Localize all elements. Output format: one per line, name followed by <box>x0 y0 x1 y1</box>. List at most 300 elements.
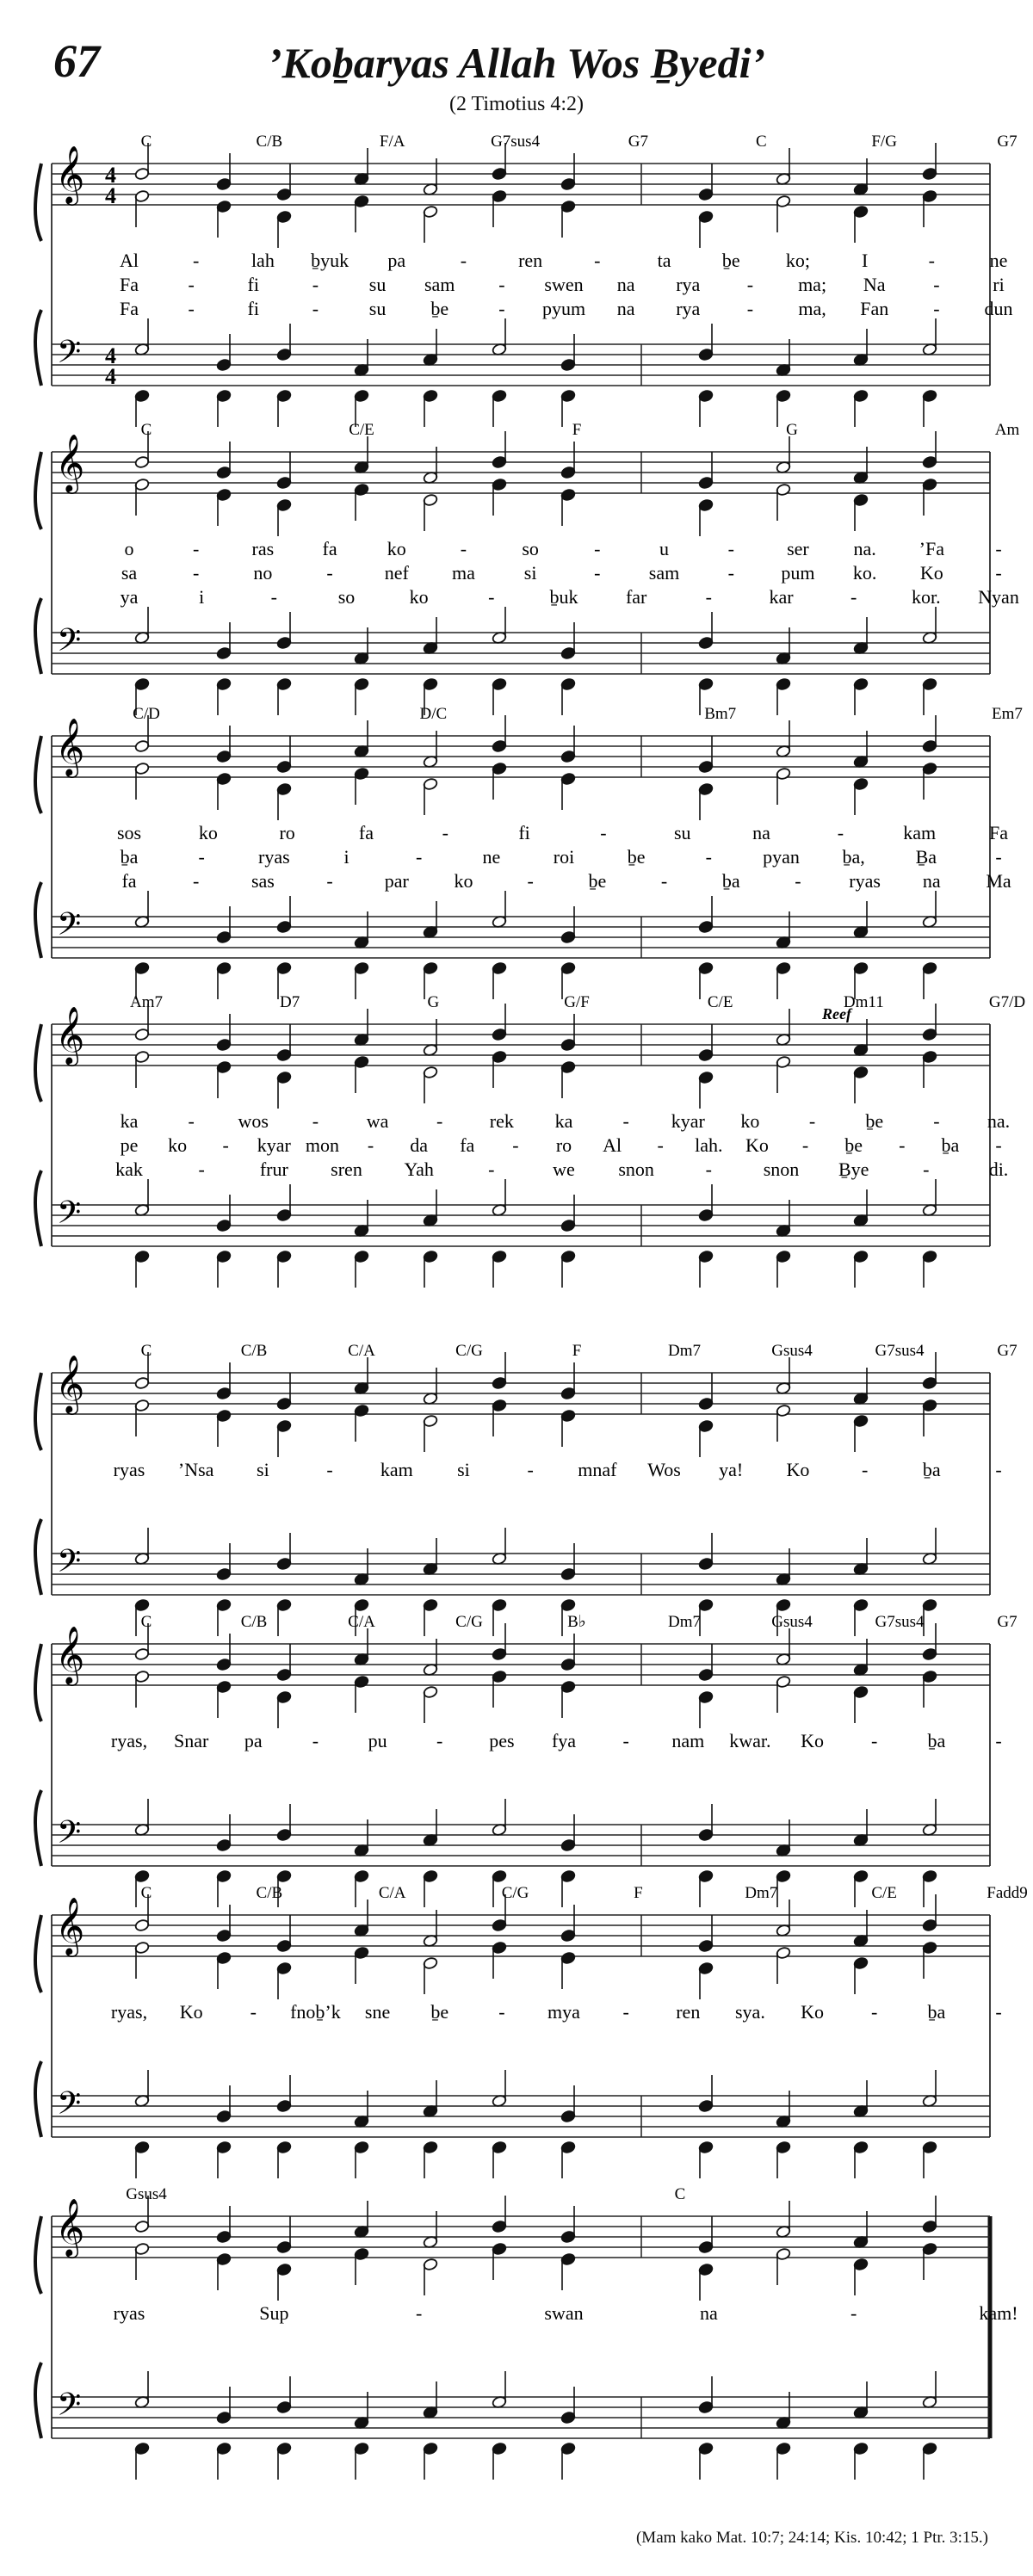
chord-symbol: G7 <box>628 133 649 151</box>
treble-lower-note <box>134 1399 150 1436</box>
treble-clef-icon: 𝄞 <box>55 435 85 491</box>
lyric-syllable: fa <box>322 538 337 559</box>
bass-lower-note <box>776 961 791 999</box>
chord-symbol: Gsus4 <box>126 2185 167 2203</box>
system-7 <box>35 1884 1028 2137</box>
bass-note <box>423 1189 438 1227</box>
bass-clef-icon: 𝄢 <box>57 1544 82 1586</box>
treble-note <box>492 431 507 469</box>
bass-lower-note <box>354 2140 369 2178</box>
treble-lower-note <box>134 1941 150 1979</box>
lyric-syllable: ḇa <box>721 870 740 892</box>
lyric-syllable: ’Fa <box>919 538 944 559</box>
bass-lower-note <box>423 389 438 427</box>
bass-note <box>560 334 576 372</box>
bass-staff <box>52 633 990 674</box>
treble-note <box>276 1644 292 1682</box>
bass-lower-note <box>560 1250 576 1288</box>
treble-note <box>492 715 507 753</box>
bass-staff <box>52 1554 990 1595</box>
bass-note <box>922 607 937 645</box>
lyric-syllable: ro <box>279 822 295 843</box>
lyric-syllable: - <box>488 1158 495 1180</box>
bass-lower-note <box>492 2442 507 2480</box>
treble-lower-note <box>216 1680 232 1718</box>
bass-note <box>922 2070 937 2108</box>
treble-lower-note <box>216 1060 232 1098</box>
lyric-syllable: Ma <box>986 870 1011 892</box>
chord-symbol: G7sus4 <box>875 1613 925 1631</box>
treble-lower-note <box>560 1951 576 1989</box>
treble-lower-note <box>423 1414 438 1452</box>
treble-note <box>354 2201 369 2239</box>
lyric-syllable: na <box>922 870 941 892</box>
bass-note <box>698 896 714 934</box>
lyric-syllable: - <box>270 586 277 608</box>
lyric-syllable: ḇa <box>941 1134 960 1156</box>
treble-lower-note <box>354 1675 369 1713</box>
treble-lower-note <box>276 1071 292 1109</box>
treble-note <box>492 1004 507 1041</box>
treble-note <box>776 1009 791 1047</box>
chord-symbol: C/A <box>378 1884 406 1902</box>
bass-note <box>492 2070 507 2108</box>
chord-symbol: G <box>427 993 440 1011</box>
treble-lower-note <box>134 189 150 227</box>
treble-note <box>560 442 576 479</box>
treble-lower-note <box>492 1050 507 1088</box>
treble-lower-note <box>216 772 232 810</box>
bass-note <box>853 1538 869 1576</box>
lyric-syllable: pes <box>489 1730 515 1751</box>
bass-note <box>698 1533 714 1571</box>
lyric-syllable: - <box>808 1110 816 1132</box>
bass-clef-icon: 𝄢 <box>57 2086 82 2128</box>
lyric-syllable: Nyan <box>978 586 1019 608</box>
treble-lower-note <box>354 483 369 521</box>
lyric-syllable: fi <box>518 822 530 843</box>
lyric-syllable: - <box>622 2001 629 2023</box>
lyric-syllable: ko. <box>852 562 877 584</box>
bass-staff <box>52 2096 990 2137</box>
treble-note <box>698 1915 714 1953</box>
bass-note <box>922 1528 937 1566</box>
system-5 <box>35 1342 1018 1595</box>
lyric-syllable: kam! <box>979 2302 1018 2324</box>
bass-note <box>423 617 438 655</box>
bass-note <box>423 2381 438 2419</box>
bass-lower-note <box>560 1869 576 1907</box>
treble-lower-note <box>853 1685 869 1723</box>
bass-note <box>134 891 150 929</box>
time-signature-top: 4 <box>105 163 116 188</box>
bass-lower-note <box>853 1598 869 1636</box>
chord-symbol: G7 <box>997 133 1018 151</box>
chord-symbol: C <box>140 1884 152 1902</box>
treble-lower-note <box>354 767 369 805</box>
treble-note <box>354 436 369 474</box>
bass-note <box>134 1799 150 1837</box>
lyric-syllable: rek <box>489 1110 514 1132</box>
bass-lower-note <box>560 2140 576 2178</box>
bass-lower-note <box>776 2442 791 2480</box>
lyric-syllable: su <box>673 822 691 843</box>
lyric-syllable: - <box>933 274 940 295</box>
lyric-syllable: swen <box>544 274 584 295</box>
bass-lower-note <box>492 677 507 715</box>
chord-symbol: C <box>140 421 152 439</box>
chord-symbol: D7 <box>280 993 300 1011</box>
chord-symbol: G7 <box>997 1613 1018 1631</box>
lyric-syllable: Na <box>863 274 886 295</box>
treble-staff <box>52 1373 990 1414</box>
bass-lower-note <box>560 2442 576 2480</box>
bass-lower-note <box>922 2442 937 2480</box>
treble-note <box>922 143 937 181</box>
lyric-syllable: - <box>933 298 940 319</box>
lyric-syllable: so <box>337 586 356 608</box>
bass-lower-note <box>922 389 937 427</box>
lyric-syllable: - <box>498 298 505 319</box>
treble-lower-note <box>216 488 232 526</box>
lyric-syllable: - <box>312 298 319 319</box>
lyric-syllable: - <box>705 846 712 868</box>
lyric-syllable: - <box>622 1730 629 1751</box>
bass-note <box>276 612 292 650</box>
lyric-syllable: sne <box>364 2001 391 2023</box>
treble-lower-note <box>698 498 714 536</box>
bass-note <box>423 901 438 939</box>
lyric-syllable: Ḇye <box>838 1158 869 1180</box>
bass-lower-note <box>423 2442 438 2480</box>
chord-symbol: F <box>572 421 582 439</box>
lyric-syllable: ko <box>387 538 406 559</box>
lyric-syllable: ryas, <box>110 1730 148 1751</box>
hymn-number: 67 <box>53 35 100 87</box>
treble-lower-note <box>216 1951 232 1989</box>
lyric-syllable: - <box>837 822 844 843</box>
lyric-syllable: Al <box>603 1134 622 1156</box>
lyric-syllable: Wos <box>647 1459 681 1480</box>
chord-symbol: Gsus4 <box>771 1613 813 1631</box>
bass-lower-note <box>776 1250 791 1288</box>
lyric-syllable: - <box>326 562 333 584</box>
treble-staff <box>52 1644 990 1685</box>
lyric-syllable: kam <box>380 1459 413 1480</box>
bass-note <box>560 2387 576 2425</box>
treble-lower-note <box>354 1055 369 1093</box>
treble-note <box>776 2201 791 2239</box>
bass-lower-note <box>216 1250 232 1288</box>
bass-staff <box>52 1825 990 1866</box>
lyric-syllable: - <box>312 1730 319 1751</box>
lyric-syllable: ḇe <box>430 2001 449 2023</box>
chord-symbol: C/A <box>348 1342 375 1360</box>
bass-note <box>853 329 869 367</box>
lyric-syllable: kor. <box>912 586 941 608</box>
lyric-syllable: da <box>410 1134 429 1156</box>
system-brace <box>35 452 41 674</box>
lyric-syllable: sam <box>648 562 680 584</box>
system-brace <box>35 1644 41 1866</box>
lyric-syllable: lah. <box>695 1134 723 1156</box>
lyric-syllable: sa <box>121 562 138 584</box>
system-8 <box>35 2185 1018 2438</box>
lyric-syllable: - <box>801 1134 809 1156</box>
treble-lower-note <box>922 1050 937 1088</box>
lyric-syllable: - <box>995 1134 1002 1156</box>
bass-note <box>698 324 714 361</box>
bass-note <box>853 617 869 655</box>
lyric-syllable: - <box>193 870 200 892</box>
lyric-syllable: mon <box>305 1134 340 1156</box>
lyric-syllable: i <box>343 846 349 868</box>
lyric-syllable: we <box>553 1158 575 1180</box>
lyric-syllable: kam <box>903 822 937 843</box>
bass-note <box>134 318 150 356</box>
bass-note <box>134 1179 150 1217</box>
treble-note <box>776 720 791 758</box>
treble-lower-note <box>423 205 438 243</box>
lyric-syllable: sam <box>424 274 455 295</box>
lyric-syllable: - <box>367 1134 374 1156</box>
bass-lower-note <box>853 2442 869 2480</box>
treble-staff <box>52 1024 990 1066</box>
lyric-syllable: far <box>625 586 647 608</box>
chord-symbol: Em7 <box>992 705 1023 723</box>
bass-lower-note <box>216 961 232 999</box>
lyric-syllable: ne <box>989 250 1008 271</box>
lyric-syllable: - <box>923 1158 930 1180</box>
bass-lower-note <box>698 1250 714 1288</box>
chord-symbol: Dm7 <box>668 1342 701 1360</box>
bass-note <box>134 2070 150 2108</box>
lyric-syllable: ras <box>251 538 275 559</box>
bass-lower-note <box>216 677 232 715</box>
lyric-syllable: - <box>995 1730 1002 1751</box>
lyric-syllable: fa <box>358 822 374 843</box>
lyric-syllable: - <box>928 250 935 271</box>
lyric-syllable: - <box>851 2302 857 2324</box>
lyric-syllable: pu <box>368 1730 387 1751</box>
treble-note <box>276 164 292 201</box>
treble-staff <box>52 2216 990 2258</box>
lyric-syllable: - <box>795 870 801 892</box>
lyric-syllable: Ko <box>179 2001 203 2023</box>
treble-lower-note <box>354 195 369 232</box>
bass-lower-note <box>276 2442 292 2480</box>
lyric-syllable: pa <box>244 1730 263 1751</box>
lyric-syllable: - <box>871 1730 878 1751</box>
bass-note <box>922 891 937 929</box>
lyric-syllable: - <box>416 846 423 868</box>
chord-symbol: F <box>572 1342 582 1360</box>
time-signature-bottom: 4 <box>105 183 116 208</box>
treble-lower-note <box>776 483 791 521</box>
treble-lower-note <box>134 2242 150 2280</box>
lyric-syllable: ro <box>555 1134 572 1156</box>
treble-lower-note <box>560 2252 576 2290</box>
bass-lower-note <box>134 2140 150 2178</box>
treble-note <box>216 153 232 191</box>
treble-note <box>698 736 714 774</box>
hymn-title: ’Koḇaryas Allah Wos Ḇyedi’ <box>267 39 766 87</box>
lyric-syllable: frur <box>259 1158 288 1180</box>
treble-lower-note <box>134 1670 150 1708</box>
bass-lower-note <box>492 2140 507 2178</box>
bass-clef-icon: 𝄢 <box>57 623 82 665</box>
lyric-syllable: fi <box>247 274 260 295</box>
treble-lower-note <box>276 1961 292 1999</box>
lyric-syllable: no <box>253 562 273 584</box>
treble-note <box>560 1634 576 1671</box>
bass-lower-note <box>276 2140 292 2178</box>
bass-lower-note <box>276 1598 292 1636</box>
treble-note <box>922 715 937 753</box>
chord-symbol: C <box>140 1342 152 1360</box>
lyric-syllable: ḇa <box>922 1459 941 1480</box>
lyric-syllable: - <box>193 538 200 559</box>
lyric-syllable: ren <box>676 2001 701 2023</box>
treble-note <box>276 2216 292 2254</box>
bass-lower-note <box>922 2140 937 2178</box>
chord-symbol: F <box>634 1884 643 1902</box>
treble-lower-note <box>698 1690 714 1728</box>
lyric-syllable: - <box>995 538 1002 559</box>
bass-note <box>922 1799 937 1837</box>
lyric-syllable: na. <box>853 538 876 559</box>
lyric-syllable: - <box>436 1730 443 1751</box>
bass-clef-icon: 𝄢 <box>57 335 82 377</box>
lyric-syllable: kyar <box>671 1110 705 1132</box>
lyric-syllable: - <box>442 822 448 843</box>
lyric-syllable: Ḇa <box>915 846 937 868</box>
lyric-syllable: ta <box>657 250 671 271</box>
bass-note <box>276 1804 292 1842</box>
treble-note <box>216 2206 232 2244</box>
chord-symbol: C/E <box>871 1884 897 1902</box>
treble-note <box>216 726 232 763</box>
lyric-syllable: - <box>326 870 333 892</box>
treble-note <box>276 1373 292 1411</box>
treble-note <box>698 1373 714 1411</box>
treble-note <box>276 1915 292 1953</box>
treble-clef-icon: 𝄞 <box>55 719 85 775</box>
lyric-syllable: ri <box>993 274 1005 295</box>
chord-symbol: Am7 <box>130 993 163 1011</box>
lyric-syllable: - <box>198 1158 205 1180</box>
treble-note <box>560 1905 576 1943</box>
bass-lower-note <box>216 2442 232 2480</box>
lyric-syllable: sos <box>116 822 142 843</box>
treble-lower-note <box>776 195 791 232</box>
bass-lower-note <box>423 1250 438 1288</box>
bass-staff <box>52 2397 990 2438</box>
lyric-syllable: - <box>727 538 734 559</box>
system-brace <box>35 736 41 958</box>
treble-lower-note <box>492 762 507 800</box>
lyric-syllable: - <box>222 1134 229 1156</box>
lyric-syllable: - <box>594 250 601 271</box>
treble-clef-icon: 𝄞 <box>55 2199 85 2255</box>
bass-lower-note <box>853 677 869 715</box>
treble-note <box>698 164 714 201</box>
treble-note <box>276 736 292 774</box>
bass-lower-note <box>354 2442 369 2480</box>
system-6 <box>35 1613 1018 1866</box>
bass-lower-note <box>354 677 369 715</box>
treble-note <box>354 720 369 758</box>
treble-lower-note <box>698 2263 714 2301</box>
lyric-syllable: - <box>250 2001 257 2023</box>
treble-lower-note <box>560 200 576 238</box>
treble-lower-note <box>853 777 869 815</box>
bass-lower-note <box>698 2442 714 2480</box>
lyric-syllable: - <box>871 2001 878 2023</box>
bass-lower-note <box>922 677 937 715</box>
treble-note <box>776 436 791 474</box>
treble-lower-note <box>776 1404 791 1442</box>
lyric-syllable: fa <box>460 1134 475 1156</box>
lyric-syllable: ryas, <box>110 2001 148 2023</box>
lyric-syllable: - <box>705 586 712 608</box>
bass-lower-note <box>354 961 369 999</box>
lyric-syllable: Snar <box>173 1730 209 1751</box>
treble-staff <box>52 164 990 205</box>
chord-symbol: C <box>140 1613 152 1631</box>
lyric-syllable: snon <box>763 1158 800 1180</box>
lyric-syllable: ne <box>482 846 501 868</box>
bass-lower-note <box>423 1598 438 1636</box>
chord-symbol: C <box>755 133 767 151</box>
lyric-syllable: Sup <box>259 2302 289 2324</box>
bass-lower-note <box>853 389 869 427</box>
treble-note <box>560 2206 576 2244</box>
lyric-syllable: fya <box>551 1730 577 1751</box>
lyric-syllable: na <box>752 822 770 843</box>
treble-lower-note <box>922 762 937 800</box>
lyric-syllable: ko <box>168 1134 188 1156</box>
bass-lower-note <box>354 1250 369 1288</box>
lyric-syllable: ser <box>787 538 809 559</box>
bass-note <box>922 2371 937 2409</box>
treble-lower-note <box>276 1419 292 1457</box>
lyric-syllable: ma <box>452 562 475 584</box>
treble-lower-note <box>922 2242 937 2280</box>
lyric-syllable: dun <box>984 298 1013 319</box>
lyric-syllable: si <box>523 562 537 584</box>
treble-note <box>216 1905 232 1943</box>
lyric-syllable: ma; <box>798 274 827 295</box>
lyric-syllable: kak <box>115 1158 143 1180</box>
lyric-syllable: ren <box>518 250 543 271</box>
bass-staff <box>52 344 990 386</box>
lyric-syllable: ryas <box>113 2302 145 2324</box>
bass-note <box>134 1528 150 1566</box>
system-brace <box>35 1024 41 1246</box>
lyric-syllable: fi <box>247 298 260 319</box>
chord-symbol: B♭ <box>567 1613 586 1631</box>
lyric-syllable: - <box>326 1459 333 1480</box>
chord-symbol: G7sus4 <box>491 133 541 151</box>
lyric-syllable: - <box>188 1110 195 1132</box>
treble-staff <box>52 452 990 493</box>
lyric-syllable: - <box>527 1459 534 1480</box>
treble-note <box>560 1362 576 1400</box>
lyric-syllable: ryas <box>113 1459 145 1480</box>
lyric-syllable: - <box>995 2001 1002 2023</box>
lyric-syllable: pyum <box>541 298 586 319</box>
